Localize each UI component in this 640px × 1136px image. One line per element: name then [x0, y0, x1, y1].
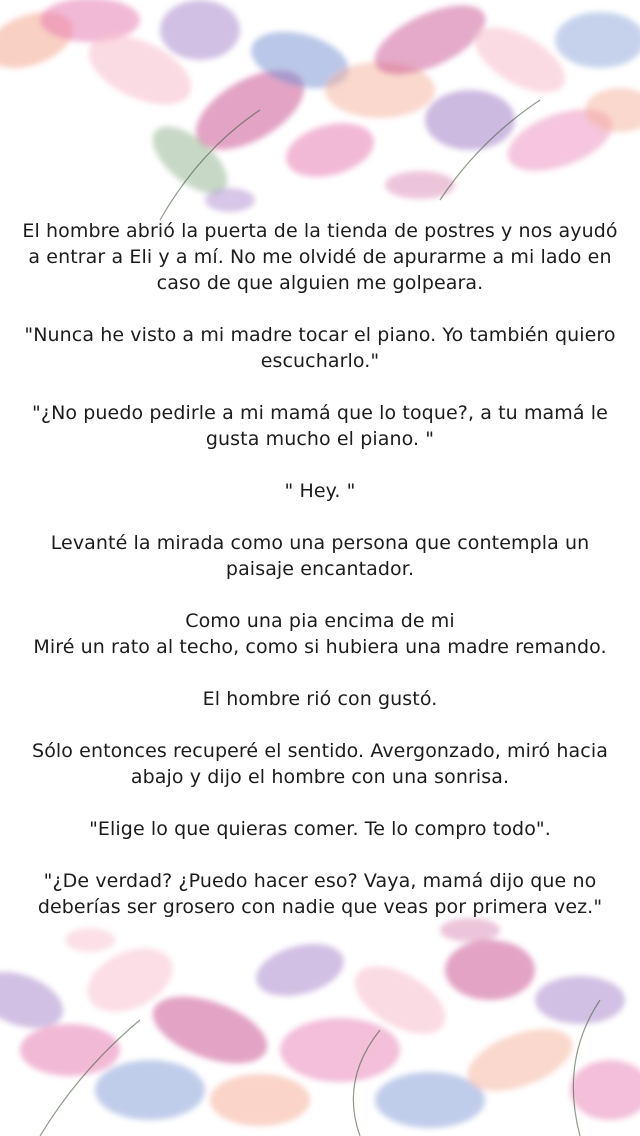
- story-text: [0, 218, 640, 946]
- story-paragraph-10: "¿De verdad? ¿Puedo hacer eso? Vaya, mamá dijo que no deberías ser grosero con nadie que veas por primera vez.": [37, 870, 603, 918]
- story-paragraph-3: "¿No puedo pedirle a mi mamá que lo toque?, a tu mamá le gusta mucho el piano. ": [32, 402, 608, 450]
- story-paragraph-8: Sólo entonces recuperé el sentido. Avergonzado, miró hacia abajo y dijo el hombre con una sonrisa.: [32, 740, 608, 788]
- watercolor-flowers-top-icon: [0, 0, 640, 230]
- story-paragraph-9: "Elige lo que quieras comer. Te lo compro todo".: [89, 818, 551, 840]
- story-paragraph-5: Levanté la mirada como una persona que contempla un paisaje encantador.: [50, 532, 590, 580]
- story-paragraph-4: " Hey. ": [284, 480, 356, 502]
- story-paragraph-6: Como una pia encima de mi Miré un rato al techo, como si hubiera una madre remando.: [33, 610, 607, 658]
- floral-decoration-top: [0, 0, 640, 230]
- story-paragraph-7: El hombre rió con gustó.: [202, 688, 438, 710]
- story-paragraph-1: El hombre abrió la puerta de la tienda de postres y nos ayudó a entrar a Eli y a mí. No me olvidé de apurarme a mi lado en caso de que alguien me golpeara.: [22, 220, 618, 294]
- story-paragraph-2: "Nunca he visto a mi madre tocar el piano. Yo también quiero escucharlo.": [24, 324, 616, 372]
